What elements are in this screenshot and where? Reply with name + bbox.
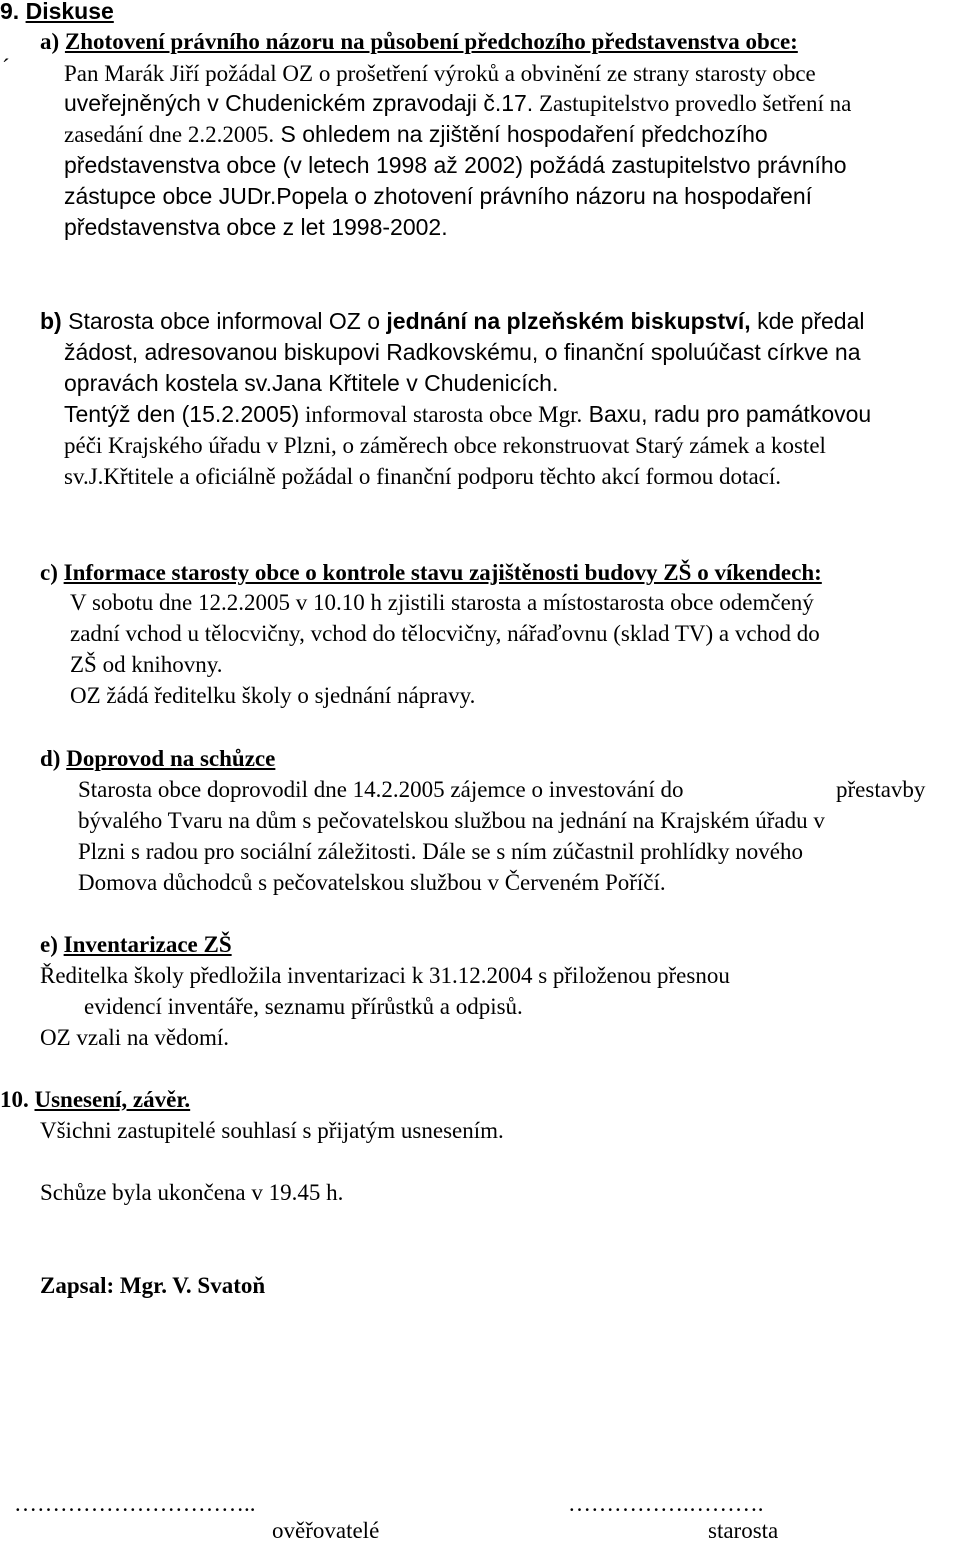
signature-dots-left: ………………………….. [14,1491,256,1516]
section-title: Diskuse [25,0,114,24]
text-line [64,88,851,119]
item-title: Zhotovení právního názoru na působení předchozího představenstva obce: [64,29,798,54]
item-c-heading [40,557,822,588]
text-line: Ředitelka školy předložila inventarizaci k 31.12.2004 s přiloženou přesnou [40,963,730,988]
recorder-line: Zapsal: Mgr. V. Svatoň [40,1273,266,1298]
text-segment-bold: jednání na plzeňském biskupství, [386,308,751,334]
text-line: Schůze byla ukončena v 19.45 h. [40,1180,344,1205]
text-line: zadní vchod u tělocvičny, vchod do tělocvičny, nářaďovnu (sklad TV) a vchod do [70,621,820,646]
text-line: žádost, adresovanou biskupovi Radkovskému, o finanční spoluúčast církve na [64,339,861,365]
signature-label-left: ověřovatelé [272,1518,380,1543]
text-line: ZŠ od knihovny. [70,652,223,677]
text-segment: Starosta obce informoval OZ o [61,308,387,334]
text-line: sv.J.Křtitele a oficiálně požádal o finanční podporu těchto akcí formou dotací. [64,464,782,489]
text-line: péči Krajského úřadu v Plzni, o záměrech obce rekonstruovat Starý zámek a kostel [64,433,826,458]
text-line: Plzni s radou pro sociální záležitosti. Dále se s ním zúčastnil prohlídky nového [78,839,803,864]
item-d-heading [40,743,275,774]
section-number: 10. [0,1087,29,1112]
text-line: bývalého Tvaru na dům s pečovatelskou službou na jednání na Krajském úřadu v [78,808,825,833]
section-9-heading [0,0,114,27]
item-title: Inventarizace ZŠ [63,932,232,957]
text-line: opravách kostela sv.Jana Křtitele v Chudenicích. [64,370,559,396]
item-b-line [40,306,865,337]
item-label: c) [40,560,58,585]
section-10-heading [0,1084,190,1115]
text-segment: kde předal [750,308,865,334]
text-line: představenstva obce z let 1998-2002. [64,214,448,240]
item-label: a) [40,29,60,54]
text-segment: uveřejněných v Chudenickém zpravodaji č.17. [64,90,534,116]
text-line [64,399,871,430]
text-segment: informoval starosta obce Mgr. [299,402,583,427]
item-a-heading [40,26,798,57]
text-segment: zasedání dne 2.2.2005. [64,122,275,147]
text-line: evidencí inventáře, seznamu přírůstků a odpisů. [84,994,523,1019]
text-line: zástupce obce JUDr.Popela o zhotovení právního názoru na hospodaření [64,183,812,209]
item-e-heading [40,929,232,960]
text-line: přestavby [836,777,926,802]
text-line: Domova důchodců s pečovatelskou službou v Červeném Poříčí. [78,870,666,895]
item-label: e) [40,932,58,957]
text-segment: S ohledem na zjištění hospodaření předchozího [274,121,768,147]
margin-mark: ´ [2,55,10,80]
item-label: d) [40,746,61,771]
item-title: Informace starosty obce o kontrole stavu zajištěnosti budovy ZŠ o víkendech: [63,560,822,585]
text-line: V sobotu dne 12.2.2005 v 10.10 h zjistili starosta a místostarosta obce odemčený [70,590,814,615]
item-label: b) [40,308,62,334]
text-segment: Baxu, radu pro památkovou [582,401,872,427]
text-line: Pan Marák Jiří požádal OZ o prošetření výroků a obvinění ze strany starosty obce [64,61,816,86]
text-segment: Zastupitelstvo provedlo šetření na [533,91,852,116]
text-line: OZ žádá ředitelku školy o sjednání nápravy. [70,683,476,708]
section-title: Usnesení, závěr. [34,1087,191,1112]
text-line: Všichni zastupitelé souhlasí s přijatým usnesením. [40,1118,504,1143]
text-line [64,119,768,150]
text-line: OZ vzali na vědomí. [40,1025,230,1050]
signature-label-right: starosta [708,1518,779,1543]
section-number: 9. [0,0,20,24]
item-title: Doprovod na schůzce [66,746,276,771]
text-segment: Tentýž den (15.2.2005) [64,401,300,427]
signature-dots-right: …………….………. [568,1491,764,1516]
text-line: představenstva obce (v letech 1998 až 2002) požádá zastupitelstvo právního [64,152,847,178]
text-line: Starosta obce doprovodil dne 14.2.2005 zájemce o investování do [78,777,684,802]
